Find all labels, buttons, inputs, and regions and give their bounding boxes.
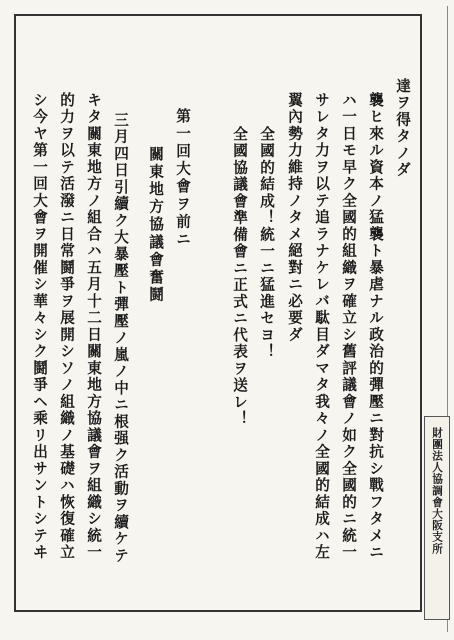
slogan-line-2: 全國協議會準備會ニ正式ニ代表ヲ送レ！ <box>231 126 248 428</box>
text-column-3: ハ一日モ早ク全國的組織ヲ確立シ舊評議會ノ如ク全國的ニ統一 <box>340 92 357 561</box>
subsection-heading: 關東地方協議會奮鬪 <box>147 146 164 305</box>
text-column-10: 三月四日引續ク大暴壓ト彈壓ノ嵐ノ中ニ根强ク活動ヲ續ケテ <box>112 112 129 565</box>
text-column-12: 的力ヲ以テ活潑ニ日常鬪爭ヲ展開シソノ組織ノ基礎ハ恢復確立 <box>58 92 75 561</box>
archive-side-tab-label: 財團法人協調會大阪支所 <box>431 427 443 555</box>
text-column-5: 翼內勢力維持ノタメ絕對ニ必要ダ <box>286 92 303 344</box>
text-column-1: 達ヲ得タノダ <box>394 78 411 179</box>
page-border <box>14 14 422 612</box>
text-column-11: キタ關東地方ノ組合ハ五月十二日關東地方協議會ヲ組織シ統一 <box>85 92 102 561</box>
text-column-13: シ今ヤ第一回大會ヲ開催シ華々シク鬪爭ヘ乘リ出サントシテヰ <box>31 92 48 561</box>
text-column-2: 襲ヒ來ル資本ノ猛襲ト暴虐ナル政治的彈壓ニ對抗シ戰フタメニ <box>367 92 384 561</box>
slogan-line-1: 全國的結成！統一ニ猛進セヨ！ <box>258 126 275 361</box>
text-column-4: サレタ力ヲ以テ追ラナケレバ駄目ダマタ我々ノ全國的結成ハ左 <box>313 92 330 561</box>
section-heading: 第一回大會ヲ前ニ <box>174 108 191 249</box>
archive-side-tab <box>424 416 450 620</box>
